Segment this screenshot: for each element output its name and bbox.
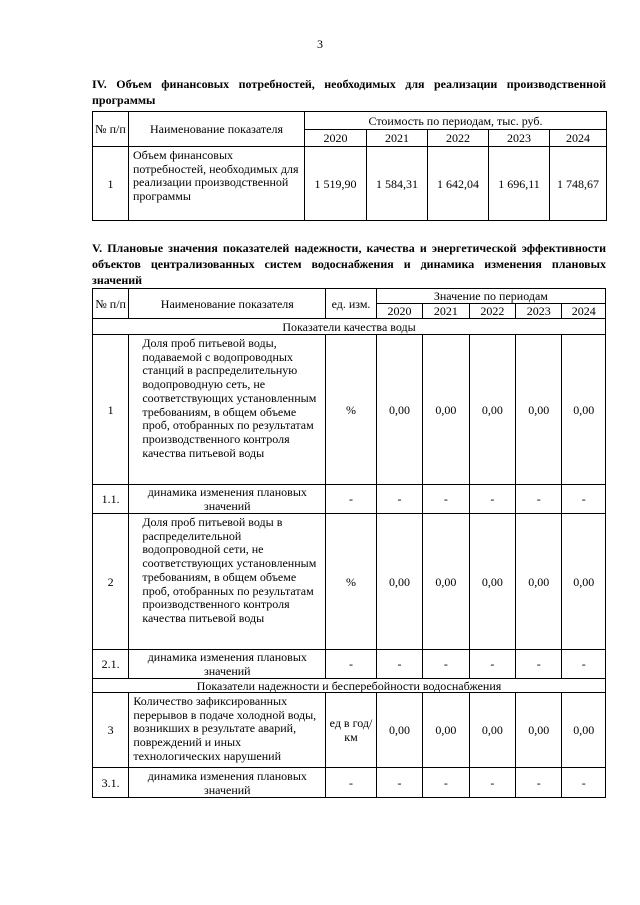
value-cell: 0,00 [469,514,515,650]
table-row [93,147,607,221]
value-cell: 0,00 [376,514,422,650]
row-num: 2.1. [93,650,129,679]
unit-cell: ед в год/ км [326,693,376,768]
year-header: 2020 [305,130,367,147]
row-num: 1 [93,147,129,221]
value-cell: 1 748,67 [550,147,607,221]
row-name: Объем финансовых потребностей, необходимых для реализации производственной программы [129,147,305,221]
col-cost-header: Стоимость по периодам, тыс. руб. [305,112,607,130]
row-num: 3.1. [93,768,129,798]
value-cell: - [423,768,469,798]
value-cell: 0,00 [516,514,562,650]
row-name: Доля проб питьевой воды в распределительной водопроводной сети, не соответствующих установленным требованиям, в общем объеме проб, отобранных по результатам производственного контроля качества питьевой воды [129,514,326,650]
col-values-header: Значение по периодам [376,289,605,304]
row-num: 1 [93,335,129,485]
year-header: 2023 [489,130,550,147]
value-cell: 0,00 [423,335,469,485]
value-cell: - [469,768,515,798]
year-header: 2022 [469,304,515,319]
value-cell: 0,00 [469,693,515,768]
value-cell: - [516,650,562,679]
row-num: 3 [93,693,129,768]
value-cell: 0,00 [516,693,562,768]
row-name: Количество зафиксированных перерывов в подаче холодной воды, возникших в результате аварий, повреждений и иных технологических нарушений [129,693,326,768]
section-5-heading: V. Плановые значения показателей надежности, качества и энергетической эффективности объектов централизованных систем водоснабжения и динамика изменения плановых значений [92,241,606,287]
value-cell: 1 519,90 [305,147,367,221]
unit-cell: % [326,335,376,485]
value-cell: - [376,650,422,679]
row-name: Доля проб питьевой воды, подаваемой с водопроводных станций в распределительную водопроводную сеть, не соответствующих установленным требованиям, в общем объеме проб, отобранных по результатам производственного контроля качества питьевой воды [129,335,326,485]
value-cell: 0,00 [562,514,606,650]
section-4-heading: IV. Объем финансовых потребностей, необходимых для реализации производственной программы [92,77,606,107]
col-name-header: Наименование показателя [129,112,305,147]
table-row [93,768,606,798]
value-cell: 0,00 [469,335,515,485]
value-cell: - [562,650,606,679]
reliability-quality-table [92,288,606,798]
value-cell: - [423,650,469,679]
value-cell: 0,00 [376,335,422,485]
page-number: 3 [317,37,323,51]
group-reliability-header: Показатели надежности и бесперебойности водоснабжения [93,679,606,693]
table-row [93,650,606,679]
value-cell: - [469,650,515,679]
value-cell: 0,00 [423,514,469,650]
value-cell: - [469,485,515,514]
row-num: 2 [93,514,129,650]
year-header: 2020 [376,304,422,319]
year-header: 2021 [423,304,469,319]
col-num-header: № п/п [93,289,129,319]
year-header: 2022 [428,130,489,147]
unit-cell: - [326,485,376,514]
row-name: динамика изменения плановых значений [129,650,326,679]
year-header: 2023 [516,304,562,319]
unit-cell: - [326,768,376,798]
value-cell: 0,00 [516,335,562,485]
group-quality-header: Показатели качества воды [93,319,606,335]
value-cell: 0,00 [423,693,469,768]
col-num-header: № п/п [93,112,129,147]
value-cell: - [516,768,562,798]
year-header: 2024 [550,130,607,147]
row-name: динамика изменения плановых значений [129,485,326,514]
value-cell: 0,00 [376,693,422,768]
table-row [93,693,606,768]
table-row [93,485,606,514]
value-cell: - [562,485,606,514]
value-cell: 1 642,04 [428,147,489,221]
col-name-header: Наименование показателя [129,289,326,319]
value-cell: 1 696,11 [489,147,550,221]
unit-cell: % [326,514,376,650]
value-cell: - [516,485,562,514]
year-header: 2021 [367,130,428,147]
financial-needs-table [92,111,607,221]
value-cell: 1 584,31 [367,147,428,221]
value-cell: - [423,485,469,514]
col-unit-header: ед. изм. [326,289,376,319]
year-header: 2024 [562,304,606,319]
value-cell: 0,00 [562,693,606,768]
unit-cell: - [326,650,376,679]
value-cell: - [562,768,606,798]
row-name: динамика изменения плановых значений [129,768,326,798]
value-cell: 0,00 [562,335,606,485]
row-num: 1.1. [93,485,129,514]
value-cell: - [376,768,422,798]
table-row [93,335,606,485]
table-row [93,514,606,650]
value-cell: - [376,485,422,514]
